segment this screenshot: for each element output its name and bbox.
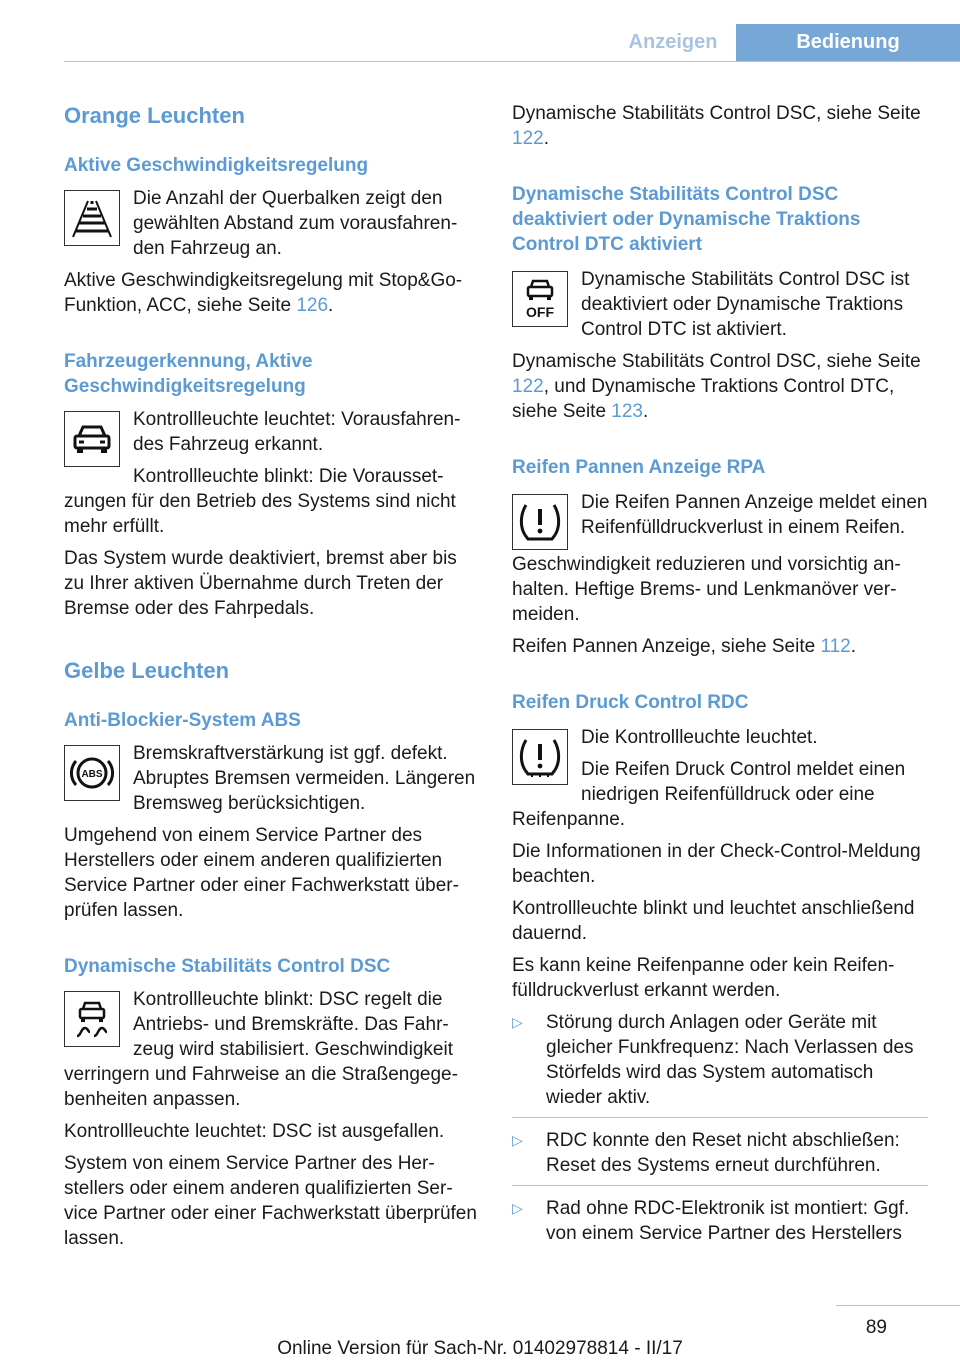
dsc-off-description: Dynamische Stabilitäts Control DSC ist deaktiviert oder Dynamische Traktions Control DTC ist aktiviert.	[581, 269, 910, 340]
acc-heading: Aktive Geschwindigkeitsregelung	[64, 155, 369, 176]
list-item-text: Rad ohne RDC-Elektronik ist montiert: Ggf. von einem Service Partner des Herstellers	[546, 1198, 910, 1244]
rpa-advice-text: Geschwindigkeit reduzieren und vorsichtig anhalten. Heftige Brems- und Lenkmanöver vermeiden.	[512, 554, 901, 625]
rdc-heading: Reifen Druck Control RDC	[512, 692, 749, 713]
dsc-off-icon	[512, 271, 568, 327]
footer-divider	[836, 1305, 960, 1306]
abs-icon	[64, 745, 120, 801]
acc-reference	[64, 268, 480, 318]
dsc-off-reference-text-a: Dynamische Stabilitäts Control DSC, siehe Seite	[512, 351, 921, 372]
dsc-skid-icon	[64, 991, 120, 1047]
list-item-text: Störung durch Anlagen oder Geräte mit gleicher Funkfrequenz: Nach Verlassen des Störfelds wird das System automatisch wieder aktiv.	[546, 1012, 914, 1108]
dsc-reference	[512, 101, 928, 151]
abs-description: Bremskraftverstärkung ist ggf. defekt. Abruptes Bremsen vermeiden. Längeren Bremsweg berücksichtigen.	[133, 743, 476, 814]
rpa-reference	[512, 634, 928, 659]
tire-warning-icon	[512, 494, 568, 550]
dsc-description: Kontrollleuchte blinkt: DSC regelt die Antriebs- und Bremskräfte. Das Fahrzeug wird stabilisiert. Geschwindigkeit verringern und Fahrweise an die Straßengegebenheiten anpassen.	[64, 989, 458, 1110]
dsc-indicator	[64, 987, 480, 1119]
page-link-122[interactable]: 122	[512, 128, 544, 149]
abs-heading: Anti-Blockier-System ABS	[64, 710, 301, 731]
list-item-text: RDC konnte den Reset nicht abschließen: Reset des Systems erneut durchführen.	[546, 1130, 900, 1176]
rdc-no-detection-text: Es kann keine Reifenpanne oder kein Reifenfülldruckverlust erkannt werden.	[512, 955, 895, 1001]
rdc-causes-list	[512, 1010, 928, 1246]
rdc-blink-text: Kontrollleuchte blinkt und leuchtet anschließend dauernd.	[512, 898, 915, 944]
page-link-123[interactable]: 123	[611, 401, 643, 422]
page-link-122b[interactable]: 122	[512, 376, 544, 397]
rdc-check-control-text: Die Informationen in der Check-Control-Meldung beachten.	[512, 841, 921, 887]
dsc-off-icon-label: OFF	[526, 304, 554, 320]
dsc-service-text: System von einem Service Partner des Herstellers oder einem anderen qualifizierten Service Partner oder einer Fachwerkstatt überprüfen lassen.	[64, 1153, 477, 1249]
dsc-off-heading: Dynamische Stabilitäts Control DSC deaktiviert oder Dynamische Traktions Control DTC aktiviert	[512, 184, 861, 255]
rpa-indicator	[512, 490, 928, 552]
section-title-yellow: Gelbe Leuchten	[64, 658, 230, 683]
abs-service-text: Umgehend von einem Service Partner des Herstellers oder einem anderen qualifizierten Service Partner oder einer Fachwerkstatt überprüfen lassen.	[64, 825, 459, 921]
header-divider	[64, 61, 960, 62]
dsc-reference-text: Dynamische Stabilitäts Control DSC, siehe Seite	[512, 103, 921, 124]
dsc-failure-text: Kontrollleuchte leuchtet: DSC ist ausgefallen.	[64, 1121, 445, 1142]
bullet-arrow-icon: ▷	[512, 1014, 523, 1030]
lane-distance-icon	[64, 190, 120, 246]
bullet-arrow-icon: ▷	[512, 1200, 523, 1216]
header-tabs	[610, 24, 960, 61]
rpa-reference-text: Reifen Pannen Anzeige, siehe Seite	[512, 636, 821, 657]
acc-description: Die Anzahl der Querbalken zeigt den gewählten Abstand zum vorausfahrenden Fahrzeug an.	[133, 188, 458, 259]
page-number: 89	[865, 1317, 887, 1338]
abs-icon-label: ABS	[81, 769, 103, 780]
page-link-126[interactable]: 126	[296, 295, 329, 316]
dsc-off-reference-end: .	[643, 401, 649, 422]
right-column	[512, 101, 928, 1253]
left-column	[64, 101, 480, 1258]
rpa-heading: Reifen Pannen Anzeige RPA	[512, 457, 766, 478]
vehicle-detection-blink-text: Kontrollleuchte blinkt: Die Voraussetzungen für den Betrieb des Systems sind nicht mehr erfüllt.	[64, 466, 456, 537]
rdc-description-2: Die Reifen Druck Control meldet einen niedrigen Reifenfülldruck oder eine Reifenpanne.	[512, 759, 906, 830]
section-title-orange: Orange Leuchten	[64, 103, 245, 128]
acc-reference-end: .	[328, 295, 334, 316]
tab-bedienung[interactable]: Bedienung	[736, 24, 960, 61]
abs-indicator	[64, 741, 480, 823]
list-divider	[512, 1185, 928, 1186]
acc-reference-text: Aktive Geschwindigkeitsregelung mit Stop&Go-Funktion, ACC, siehe Seite	[64, 270, 463, 316]
tire-pressure-icon	[512, 729, 568, 785]
vehicle-detection-deactivated-text: Das System wurde deaktiviert, bremst aber bis zu Ihrer aktiven Übernahme durch Treten der Bremse oder des Fahrpedals.	[64, 548, 457, 619]
page-link-112[interactable]: 112	[820, 636, 851, 657]
dsc-heading: Dynamische Stabilitäts Control DSC	[64, 956, 391, 977]
bullet-arrow-icon: ▷	[512, 1132, 523, 1148]
acc-indicator	[64, 186, 480, 268]
list-item	[512, 1010, 928, 1110]
dsc-off-reference-text-b: , und Dynamische Traktions Control DTC, siehe Seite	[512, 376, 895, 422]
vehicle-detection-heading: Fahrzeugerkennung, Aktive Geschwindigkeitsregelung	[64, 351, 313, 397]
rpa-reference-end: .	[850, 636, 857, 657]
rpa-description: Die Reifen Pannen Anzeige meldet einen Reifenfülldruckverlust in einem Reifen.	[581, 492, 928, 538]
list-divider	[512, 1117, 928, 1118]
dsc-off-indicator	[512, 267, 928, 349]
vehicle-detection-indicator	[64, 407, 480, 546]
car-front-icon	[64, 411, 120, 467]
list-item	[512, 1128, 928, 1178]
vehicle-detection-description: Kontrollleuchte leuchtet: Vorausfahrendes Fahrzeug erkannt.	[133, 409, 461, 455]
footer-note: Online Version für Sach-Nr. 01402978814 - II/17	[277, 1338, 683, 1359]
dsc-reference-end: .	[543, 128, 549, 149]
rdc-indicator	[512, 725, 928, 839]
rdc-description-1: Die Kontrollleuchte leuchtet.	[581, 727, 818, 748]
list-item	[512, 1196, 928, 1246]
tab-anzeigen[interactable]: Anzeigen	[628, 31, 718, 53]
dsc-off-reference	[512, 349, 928, 424]
